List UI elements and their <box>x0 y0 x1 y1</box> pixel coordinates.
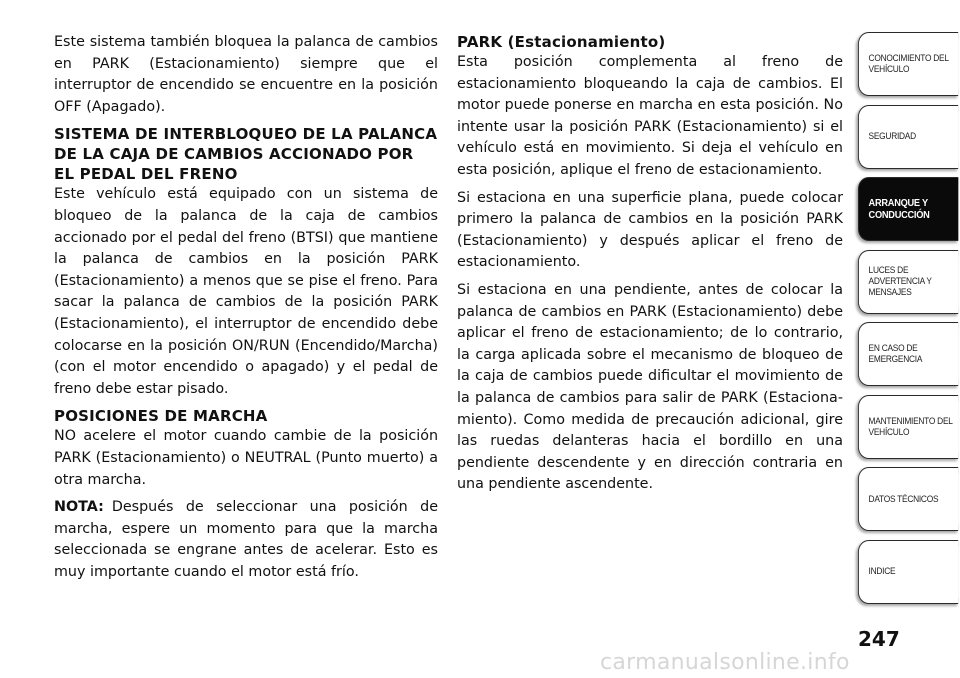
park-heading: PARK (Estacionamiento) <box>457 33 666 51</box>
tab-label: LUCES DE ADVERTENCIA Y MENSAJES <box>868 265 932 298</box>
flat-surface-paragraph: Si estaciona en una superficie plana, puede colocar primero la palanca de cambios en la posición PARK (Estacionamiento) y después aplicar el freno de estacionamiento. <box>457 189 843 271</box>
gear-positions-heading: POSICIONES DE MARCHA <box>54 407 268 426</box>
tab-conocimiento[interactable] <box>858 32 958 96</box>
note-label: NOTA: <box>54 499 104 516</box>
tab-arranque[interactable] <box>858 177 958 241</box>
tab-emergencia[interactable] <box>858 322 958 386</box>
slope-paragraph: Si estaciona en una pendiente, antes de colocar la palanca de cambios en PARK (Estacionamiento) debe aplicar el freno de estacionamiento; de lo contrario, la carga aplicada sobre el mecanismo de bloqueo de la caja de cambios puede dificultar el movimiento de la palanca de cambios para salir de PARK (Estacionamiento). Como medida de precaución adicional, gire las ruedas delanteras hacia el bordillo en una pendiente descendente y en dirección contraria en una pendiente ascendente. <box>457 281 843 493</box>
tab-indice[interactable] <box>858 540 958 604</box>
tab-datos[interactable] <box>858 467 958 531</box>
right-column <box>457 32 843 502</box>
gear-positions-paragraph: NO acelere el motor cuando cambie de la posición PARK (Estacionamiento) o NEUTRAL (Punto muerto) a otra marcha. <box>54 428 438 488</box>
watermark: carmanualsonline.info <box>600 650 850 675</box>
tab-label: EN CASO DE EMERGENCIA <box>868 343 923 365</box>
section-tabs <box>858 32 960 612</box>
tab-label: DATOS TÉCNICOS <box>868 493 939 505</box>
park-paragraph: Esta posición complementa al freno de estacionamiento bloqueando la caja de cambios. El motor puede ponerse en marcha en esta posición. No intente usar la posición PARK (Estacionamiento) si el vehículo está en movimiento. Si deja el vehículo en esta posición, aplique el freno de estacionamiento. <box>457 54 843 178</box>
btsi-heading: SISTEMA DE INTERBLOQUEO DE LA PALANCA DE LA CAJA DE CAMBIOS ACCIONADO POR EL PEDAL DEL FRENO <box>54 125 438 184</box>
tab-label: INDICE <box>868 566 896 577</box>
tab-mantenimiento[interactable] <box>858 395 958 459</box>
note-text: Después de seleccionar una posición de marcha, espere un momento para que la marcha seleccionada se engrane antes de acelerar. Esto es muy importante cuando el motor está frío. <box>54 499 438 580</box>
tab-label: SEGURIDAD <box>868 131 916 142</box>
note-paragraph <box>54 497 438 583</box>
tab-label: ARRANQUE Y CONDUCCIÓN <box>868 197 930 221</box>
btsi-paragraph: Este vehículo está equipado con un sistema de bloqueo de la palanca de la caja de cambios accionado por el pedal del freno (BTSI) que mantiene la palanca de cambios en la posición PARK (Estacionamiento) a menos que se pise el freno. Para sacar la palanca de cambios de la posición PARK (Estacionamiento), el interruptor de encendido debe colocarse en la posición ON/RUN (Encendido/Marcha) (con el motor encendido o apagado) y el pedal de freno debe estar pisado. <box>54 186 438 397</box>
page-number: 247 <box>858 627 900 651</box>
left-column <box>54 32 438 589</box>
intro-paragraph: Este sistema también bloquea la palanca de cambios en PARK (Estacionamiento) siempre que el interruptor de encendido se encuentre en la posición OFF (Apagado). <box>54 34 438 115</box>
tab-label: CONOCIMIENTO DEL VEHÍCULO <box>868 53 949 75</box>
tab-luces[interactable] <box>858 250 958 314</box>
tab-label: MANTENIMIENTO DEL VEHÍCULO <box>868 415 953 438</box>
tab-seguridad[interactable] <box>858 105 958 169</box>
